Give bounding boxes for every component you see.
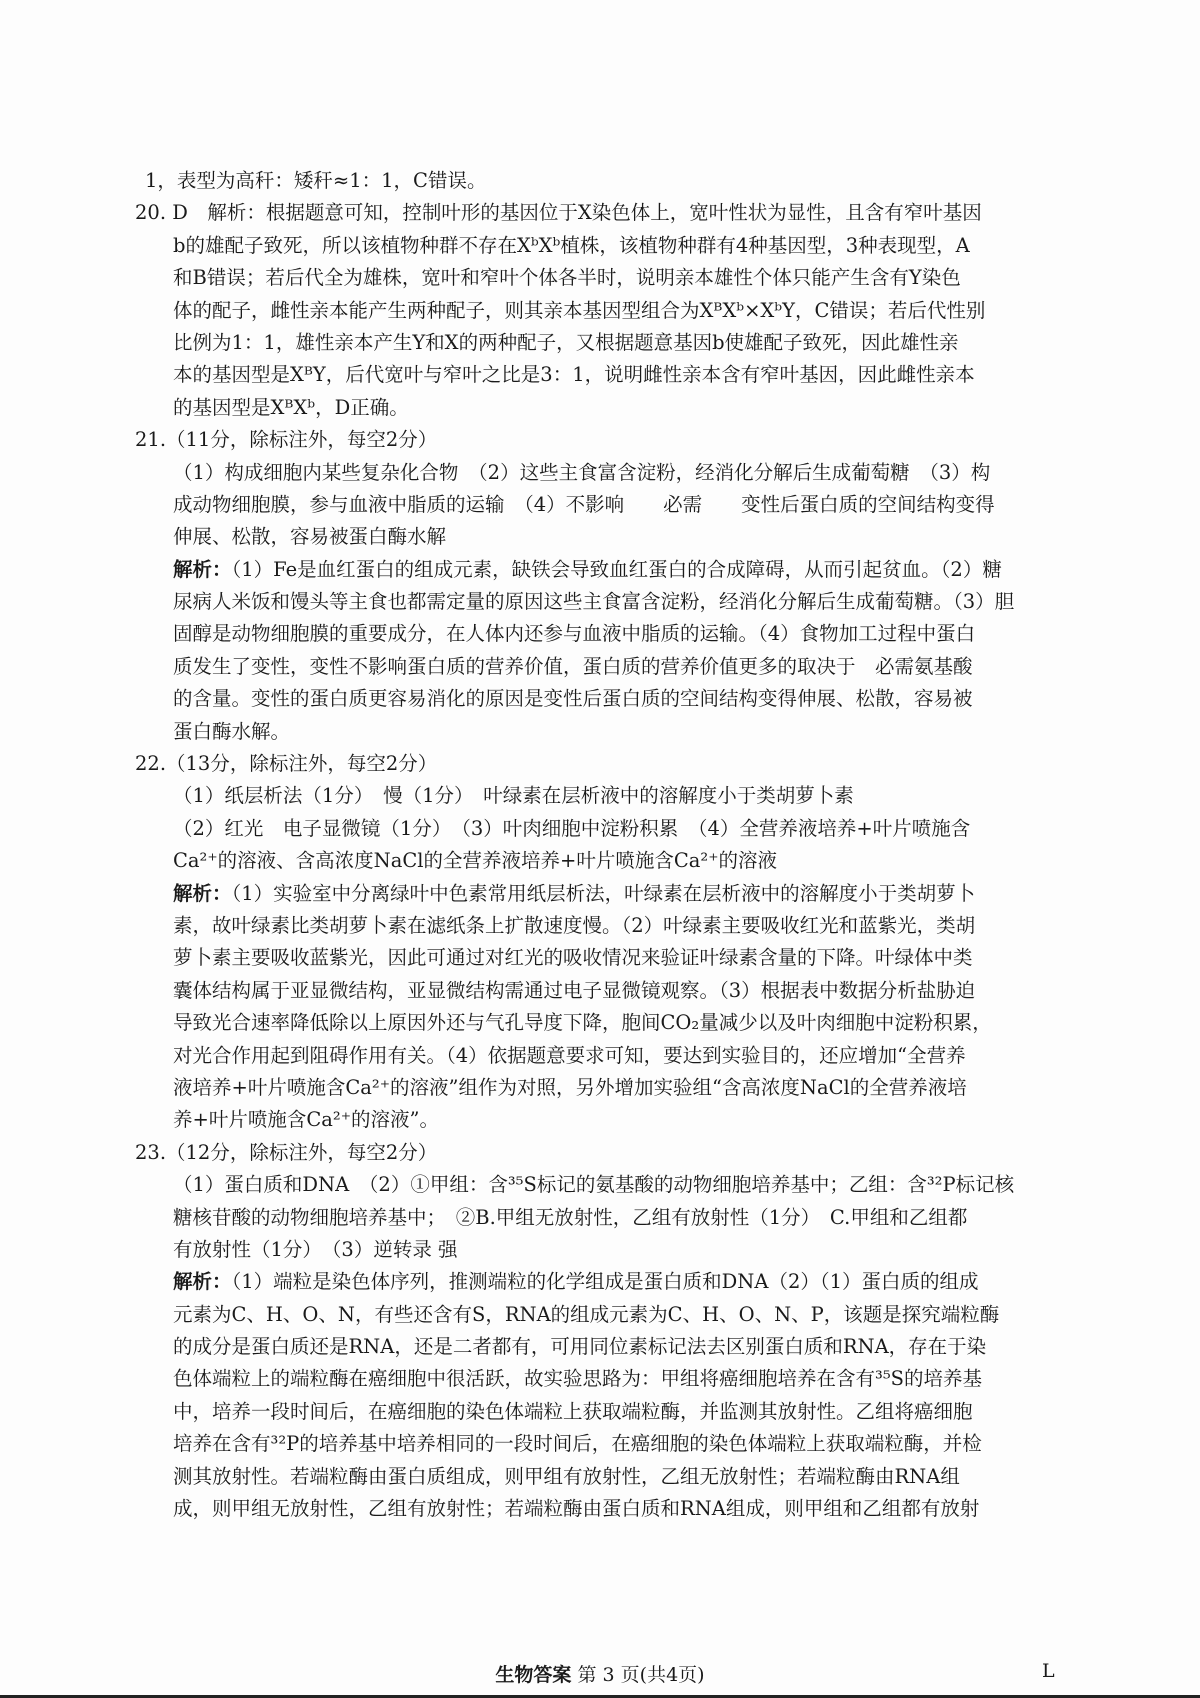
text-line: 体的配子，雌性亲本能产生两种配子，则其亲本基因型组合为XᴮXᵇ×XᵇY，C错误；若后代性别 — [173, 298, 986, 322]
text-line: 培养在含有³²P的培养基中培养相同的一段时间后，在癌细胞的染色体端粒上获取端粒酶，并检 — [173, 1432, 982, 1456]
answer-body — [135, 165, 1060, 1525]
analysis-label: 解析： — [173, 881, 232, 905]
text-line: 的成分是蛋白质还是RNA，还是二者都有，可用同位素标记法去区别蛋白质和RNA，存在于染 — [173, 1335, 987, 1359]
question-heading-line: 22.（13分，除标注外，每空2分） — [135, 752, 438, 776]
text-line: （1）蛋白质和DNA （2）①甲组：含³⁵S标记的氨基酸的动物细胞培养基中；乙组：含³²P标记核 — [173, 1173, 1015, 1197]
text-line: （2）红光 电子显微镜（1分） （3）叶肉细胞中淀粉积累 （4）全营养液培养+叶片喷施含 — [173, 816, 971, 840]
text-line: 养+叶片喷施含Ca²⁺的溶液”。 — [173, 1108, 439, 1132]
text-line: 元素为C、H、O、N，有些还含有S，RNA的组成元素为C、H、O、N、P，该题是探究端粒酶 — [173, 1302, 1000, 1326]
text-line: 色体端粒上的端粒酶在癌细胞中很活跃，故实验思路为：甲组将癌细胞培养在含有³⁵S的培养基 — [173, 1367, 982, 1391]
footer-center — [0, 1660, 1200, 1687]
analysis-line: 解析：（1）Fe是血红蛋白的组成元素，缺铁会导致血红蛋白的合成障碍，从而引起贫血。（2）糖 — [173, 557, 1002, 581]
text-line: 素，故叶绿素比类胡萝卜素在滤纸条上扩散速度慢。（2）叶绿素主要吸收红光和蓝紫光，类胡 — [173, 913, 976, 937]
text-line: 有放射性（1分） （3）逆转录 强 — [173, 1237, 458, 1261]
text-line: 质发生了变性，变性不影响蛋白质的营养价值，蛋白质的营养价值更多的取决于 必需氨基酸 — [173, 654, 973, 678]
text-line: 成，则甲组无放射性，乙组有放射性；若端粒酶由蛋白质和RNA组成，则甲组和乙组都有放射 — [173, 1497, 980, 1521]
text-line: 本的基因型是XᴮY，后代宽叶与窄叶之比是3：1，说明雌性亲本含有窄叶基因，因此雌性亲本 — [173, 363, 975, 387]
text-line: 测其放射性。若端粒酶由蛋白质组成，则甲组有放射性，乙组无放射性；若端粒酶由RNA组 — [173, 1464, 960, 1488]
text-line: 糖核苷酸的动物细胞培养基中； ②B.甲组无放射性，乙组有放射性（1分） C.甲组和乙组都 — [173, 1205, 968, 1229]
text-line: 蛋白酶水解。 — [173, 719, 291, 743]
page-footer — [0, 1660, 1200, 1690]
text-line: 的基因型是XᴮXᵇ，D正确。 — [173, 395, 409, 419]
text-line: b的雄配子致死，所以该植物种群不存在XᵇXᵇ植株，该植物种群有4种基因型，3种表现型，A — [173, 233, 970, 257]
footer-mark: L — [1042, 1660, 1055, 1682]
text-line: 导致光合速率降低除以上原因外还与气孔导度下降，胞间CO₂量减少以及叶肉细胞中淀粉积累， — [173, 1011, 992, 1035]
text-line: 对光合作用起到阻碍作用有关。（4）依据题意要求可知，要达到实验目的，还应增加“全营养 — [173, 1043, 966, 1067]
text-line: 囊体结构属于亚显微结构，亚显微结构需通过电子显微镜观察。（3）根据表中数据分析盐胁迫 — [173, 978, 976, 1002]
analysis-line: 解析：（1）端粒是染色体序列，推测端粒的化学组成是蛋白质和DNA（2）（1）蛋白质的组成 — [173, 1270, 979, 1294]
text-line: 1，表型为高秆：矮秆≈1：1，C错误。 — [145, 169, 487, 192]
question-heading-line: 23.（12分，除标注外，每空2分） — [135, 1140, 438, 1164]
analysis-line: 解析：（1）实验室中分离绿叶中色素常用纸层析法，叶绿素在层析液中的溶解度小于类胡萝卜 — [173, 881, 976, 905]
text-line: 萝卜素主要吸收蓝紫光，因此可通过对红光的吸收情况来验证叶绿素含量的下降。叶绿体中类 — [173, 946, 973, 970]
text-line: 成动物细胞膜，参与血液中脂质的运输 （4）不影响 必需 变性后蛋白质的空间结构变得 — [173, 492, 995, 516]
text-line: Ca²⁺的溶液、含高浓度NaCl的全营养液培养+叶片喷施含Ca²⁺的溶液 — [173, 849, 777, 873]
text-line: 的含量。变性的蛋白质更容易消化的原因是变性后蛋白质的空间结构变得伸展、松散，容易被 — [173, 687, 973, 711]
analysis-label: 解析： — [173, 557, 232, 581]
text-line: 比例为1：1，雄性亲本产生Y和X的两种配子，又根据题意基因b使雄配子致死，因此雄性亲 — [173, 330, 959, 354]
text-line: （1）纸层析法（1分） 慢（1分） 叶绿素在层析液中的溶解度小于类胡萝卜素 — [173, 784, 854, 808]
text-line: 尿病人米饭和馒头等主食也都需定量的原因这些主食富含淀粉，经消化分解后生成葡萄糖。（3）胆 — [173, 590, 1015, 614]
analysis-label: 解析： — [173, 1270, 232, 1294]
footer-page-number: 第 3 页(共4页) — [577, 1664, 705, 1686]
text-line: 固醇是动物细胞膜的重要成分，在人体内还参与血液中脂质的运输。（4）食物加工过程中蛋白 — [173, 622, 976, 646]
text-line: 伸展、松散，容易被蛋白酶水解 — [173, 525, 447, 549]
footer-title: 生物答案 — [495, 1664, 572, 1686]
text-line: 中，培养一段时间后，在癌细胞的染色体端粒上获取端粒酶，并监测其放射性。乙组将癌细胞 — [173, 1399, 973, 1423]
question-heading-line: 21.（11分，除标注外，每空2分） — [135, 428, 438, 452]
question-heading-line: 20. D 解析：根据题意可知，控制叶形的基因位于X染色体上，宽叶性状为显性，且含有窄叶基因 — [135, 201, 982, 225]
text-line: 和B错误；若后代全为雄株，宽叶和窄叶个体各半时，说明亲本雄性个体只能产生含有Y染色 — [173, 266, 961, 290]
text-line: （1）构成细胞内某些复杂化合物 （2）这些主食富含淀粉，经消化分解后生成葡萄糖 （3）构 — [173, 460, 991, 484]
text-line: 液培养+叶片喷施含Ca²⁺的溶液”组作为对照，另外增加实验组“含高浓度NaCl的全营养液培 — [173, 1075, 967, 1099]
